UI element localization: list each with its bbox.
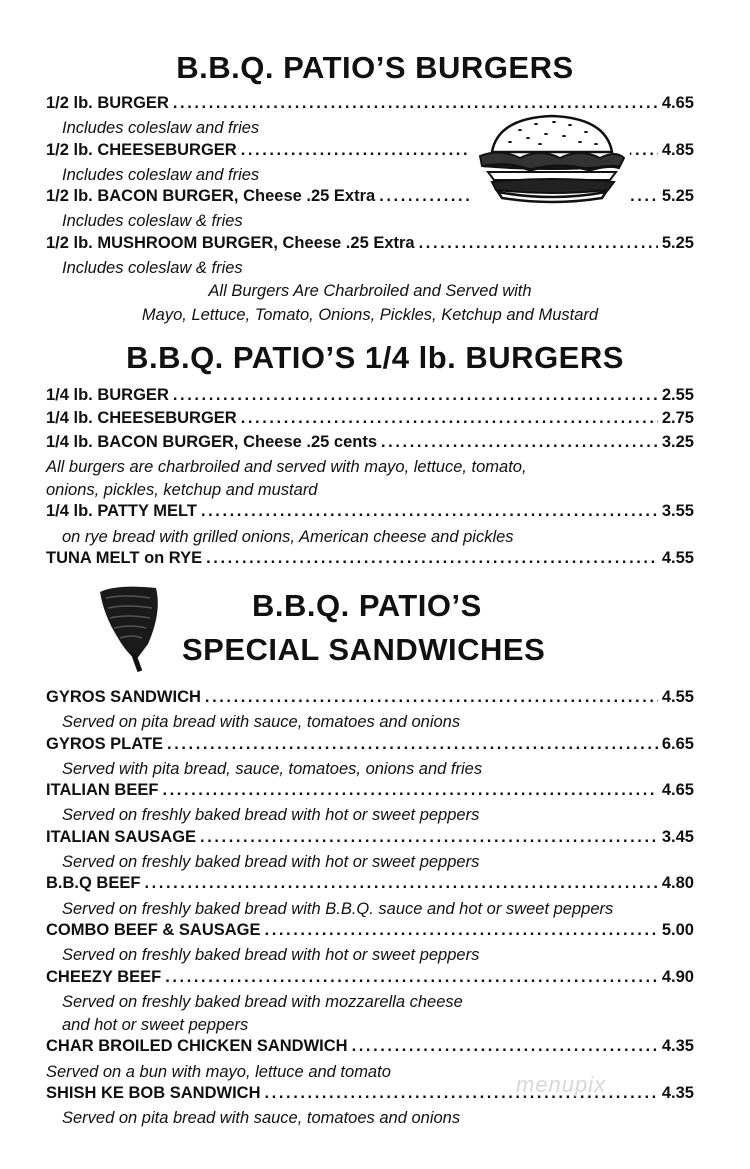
burgers-title: B.B.Q. PATIO’S BURGERS	[176, 50, 574, 85]
menu-item	[46, 549, 694, 572]
item-name: COMBO BEEF & SAUSAGE	[46, 920, 261, 939]
item-price: 5.25	[661, 233, 694, 252]
menu-item	[46, 433, 694, 456]
item-name: ITALIAN BEEF	[46, 781, 159, 800]
menu-item	[46, 1037, 694, 1060]
special-sandwiches-section	[46, 688, 694, 1131]
quarter-burgers-section	[46, 386, 694, 572]
item-name: SHISH KE BOB SANDWICH	[46, 1084, 261, 1103]
leader-dots	[265, 921, 658, 940]
item-price: 3.45	[661, 827, 694, 846]
item-name: 1/2 lb. BACON BURGER, Cheese .25 Extra	[46, 187, 376, 206]
item-price: 2.55	[661, 386, 694, 404]
menu-item	[46, 386, 694, 409]
item-name: 1/4 lb. BACON BURGER, Cheese .25 cents	[46, 432, 378, 451]
special-title-line2: SPECIAL SANDWICHES	[182, 632, 546, 667]
item-name: GYROS PLATE	[46, 734, 164, 753]
quarter-burgers-title: B.B.Q. PATIO’S 1/4 lb. BURGERS	[126, 340, 624, 375]
item-description: Served on freshly baked bread with hot or sweet peppers	[62, 853, 480, 872]
leader-dots	[206, 549, 658, 568]
quarter-note-line1: All burgers are charbroiled and served with mayo, lettuce, tomato,	[46, 457, 527, 476]
item-name: GYROS SANDWICH	[46, 688, 201, 706]
item-name: CHAR BROILED CHICKEN SANDWICH	[46, 1037, 348, 1056]
menu-item	[46, 735, 694, 758]
item-price: 3.25	[661, 432, 694, 451]
item-price: 3.55	[661, 502, 694, 521]
item-price: 4.80	[661, 874, 694, 893]
leader-dots	[381, 433, 658, 452]
leader-dots	[173, 386, 658, 405]
item-description-continued: and hot or sweet peppers	[62, 1016, 249, 1035]
quarter-note-line2: onions, pickles, ketchup and mustard	[46, 481, 318, 500]
item-name: 1/2 lb. MUSHROOM BURGER, Cheese .25 Extra	[46, 233, 415, 252]
item-price: 4.55	[661, 549, 694, 568]
item-description: Served on pita bread with sauce, tomatoes and onions	[62, 713, 461, 732]
menu-item	[46, 234, 694, 257]
item-price: 4.90	[661, 967, 694, 986]
special-title-line1: B.B.Q. PATIO’S	[252, 588, 482, 623]
item-description: Served on a bun with mayo, lettuce and tomato	[46, 1062, 391, 1081]
item-description: on rye bread with grilled onions, American cheese and pickles	[62, 527, 514, 546]
item-price: 4.65	[661, 781, 694, 800]
menu-item	[46, 502, 694, 525]
menu-item	[46, 781, 694, 804]
leader-dots	[419, 234, 658, 253]
leader-dots	[167, 735, 658, 754]
item-name: 1/2 lb. CHEESEBURGER	[46, 140, 237, 159]
menu-item	[46, 874, 694, 897]
menu-item	[46, 688, 694, 711]
item-price: 2.75	[661, 409, 694, 428]
menu-item	[46, 409, 694, 432]
item-description: Includes coleslaw and fries	[62, 119, 260, 138]
item-price: 4.85	[661, 140, 694, 159]
leader-dots	[205, 688, 658, 707]
leader-dots	[144, 874, 657, 893]
item-name: 1/2 lb. BURGER	[46, 94, 169, 112]
item-price: 4.35	[661, 1084, 694, 1103]
watermark: menupix	[516, 1072, 607, 1097]
item-price: 4.35	[661, 1037, 694, 1056]
burger-icon	[470, 112, 630, 204]
item-description: Served on freshly baked bread with hot or sweet peppers	[62, 946, 480, 965]
leader-dots	[241, 409, 658, 428]
item-name: CHEEZY BEEF	[46, 967, 162, 986]
item-price: 5.00	[661, 920, 694, 939]
menu-item	[46, 968, 694, 991]
leader-dots	[352, 1037, 658, 1056]
leader-dots	[200, 828, 658, 847]
item-name: 1/4 lb. BURGER	[46, 386, 169, 404]
item-price: 4.65	[661, 94, 694, 112]
leader-dots	[201, 502, 658, 521]
item-name: B.B.Q BEEF	[46, 874, 141, 893]
item-description: Served on freshly baked bread with mozzarella cheese	[62, 992, 463, 1011]
menu-item	[46, 921, 694, 944]
item-description: Includes coleslaw and fries	[62, 165, 260, 184]
item-name: TUNA MELT on RYE	[46, 549, 203, 568]
item-price: 5.25	[661, 187, 694, 206]
item-description: Served on freshly baked bread with hot or sweet peppers	[62, 806, 480, 825]
item-description: Includes coleslaw & fries	[62, 259, 243, 278]
item-name: ITALIAN SAUSAGE	[46, 827, 197, 846]
item-price: 4.55	[661, 688, 694, 706]
burgers-note-line2: Mayo, Lettuce, Tomato, Onions, Pickles, Ketchup and Mustard	[141, 305, 599, 324]
menu-item	[46, 828, 694, 851]
item-description: Served on freshly baked bread with B.B.Q. sauce and hot or sweet peppers	[62, 899, 614, 918]
item-price: 6.65	[661, 734, 694, 753]
item-description: Includes coleslaw & fries	[62, 212, 243, 231]
burgers-note-line1: All Burgers Are Charbroiled and Served with	[208, 282, 532, 301]
leader-dots	[165, 968, 658, 987]
item-name: 1/4 lb. CHEESEBURGER	[46, 409, 237, 428]
item-description: Served with pita bread, sauce, tomatoes, onions and fries	[62, 759, 483, 778]
item-description: Served on pita bread with sauce, tomatoes and onions	[62, 1109, 461, 1128]
item-name: 1/4 lb. PATTY MELT	[46, 502, 197, 521]
leader-dots	[162, 781, 657, 800]
leader-dots	[173, 94, 658, 113]
